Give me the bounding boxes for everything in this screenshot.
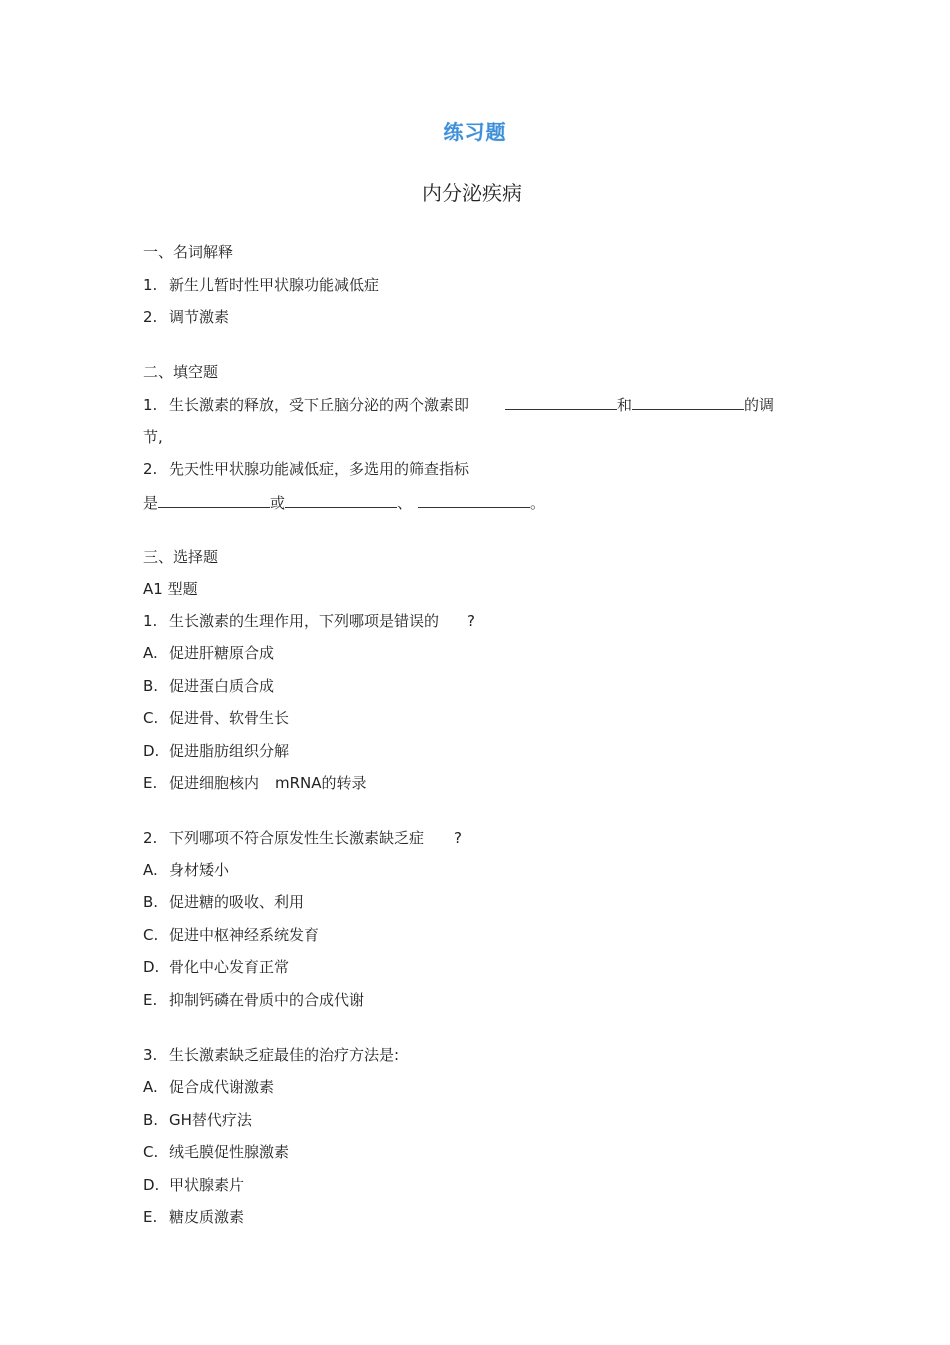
choice-option[interactable] [143, 676, 274, 696]
choice-option[interactable] [143, 1207, 244, 1227]
item-number: 1. [143, 612, 158, 630]
connector-text: 和 [617, 396, 633, 414]
option-letter: A. [143, 644, 158, 662]
option-text: 骨化中心发育正常 [169, 958, 290, 976]
option-text: 甲状腺素片 [169, 1176, 245, 1194]
question-text: 生长激素缺乏症最佳的治疗方法是: [169, 1046, 400, 1064]
question-text: 下列哪项不符合原发性生长激素缺乏症 [169, 829, 425, 847]
option-letter: C. [143, 709, 159, 727]
answer-blank[interactable] [632, 394, 744, 410]
option-text: 促进细胞核内 [169, 774, 260, 792]
option-text: 促进中枢神经系统发育 [169, 926, 320, 944]
item-text: 调节激素 [169, 308, 230, 326]
item-number: 1. [143, 276, 158, 294]
option-letter: D. [143, 958, 160, 976]
option-text: 促进糖的吸收、利用 [169, 893, 305, 911]
item-number: 2. [143, 829, 158, 847]
option-letter: A. [143, 861, 158, 879]
option-letter: B. [143, 1111, 159, 1129]
option-text: 促进蛋白质合成 [169, 677, 275, 695]
item-number: 2. [143, 460, 158, 478]
end-punct: 。 [530, 494, 546, 512]
option-text: 糖皮质激素 [169, 1208, 245, 1226]
section-heading-terms: 一、名词解释 [143, 243, 234, 261]
item-number: 1. [143, 396, 158, 414]
choice-option[interactable] [143, 1110, 252, 1130]
option-text: mRNA [275, 774, 322, 792]
question-mark: ? [454, 829, 462, 847]
choice-question-stem [143, 828, 462, 848]
option-letter: D. [143, 1176, 160, 1194]
choice-option[interactable] [143, 643, 274, 663]
option-text: 绒毛膜促性腺激素 [169, 1143, 290, 1161]
item-number: 2. [143, 308, 158, 326]
option-letter: C. [143, 926, 159, 944]
page-title: 练习题 [443, 120, 507, 144]
option-text: GH替代疗法 [169, 1111, 252, 1129]
question-text: 的调 [744, 396, 775, 414]
option-text: 身材矮小 [169, 861, 230, 879]
question-mark: ? [467, 612, 475, 630]
question-text: 是 [143, 494, 159, 512]
item-text: 新生儿暂时性甲状腺功能减低症 [169, 276, 380, 294]
option-text: 抑制钙磷在骨质中的合成代谢 [169, 991, 365, 1009]
choice-option[interactable] [143, 1142, 289, 1162]
option-text: 促合成代谢激素 [169, 1078, 275, 1096]
fill-question-1-cont: 节, [143, 428, 163, 446]
separator-text: 、 [397, 494, 413, 512]
choice-option[interactable] [143, 860, 229, 880]
option-text: 促进脂肪组织分解 [169, 742, 290, 760]
option-letter: B. [143, 677, 159, 695]
answer-blank[interactable] [418, 492, 530, 508]
term-item [143, 275, 379, 295]
option-letter: E. [143, 1208, 158, 1226]
connector-text: 或 [270, 494, 286, 512]
option-letter: E. [143, 774, 158, 792]
choice-question-stem [143, 611, 475, 631]
answer-blank[interactable] [505, 394, 617, 410]
item-number: 3. [143, 1046, 158, 1064]
question-type-label: A1 型题 [143, 580, 198, 598]
document-subtitle: 内分泌疾病 [422, 181, 522, 205]
question-text: 先天性甲状腺功能减低症，多选用的筛查指标 [169, 460, 470, 478]
option-letter: D. [143, 742, 160, 760]
option-text: 促进肝糖原合成 [169, 644, 275, 662]
fill-question-2-cont [143, 492, 545, 513]
choice-option[interactable] [143, 1077, 274, 1097]
choice-question-stem [143, 1045, 399, 1065]
choice-option[interactable] [143, 892, 304, 912]
choice-option[interactable] [143, 925, 319, 945]
fill-question-2 [143, 459, 469, 479]
choice-option[interactable] [143, 990, 364, 1010]
question-text: 生长激素的释放，受下丘脑分泌的两个激素即 [169, 396, 470, 414]
option-letter: E. [143, 991, 158, 1009]
section-heading-choice: 三、选择题 [143, 548, 219, 566]
option-letter: B. [143, 893, 159, 911]
answer-blank[interactable] [158, 492, 270, 508]
choice-option[interactable] [143, 741, 289, 761]
answer-blank[interactable] [285, 492, 397, 508]
question-text: 生长激素的生理作用，下列哪项是错误的 [169, 612, 440, 630]
choice-option[interactable] [143, 1175, 244, 1195]
choice-option[interactable] [143, 957, 289, 977]
section-heading-fill: 二、填空题 [143, 363, 219, 381]
choice-option[interactable] [143, 708, 289, 728]
term-item [143, 307, 229, 327]
option-text: 的转录 [321, 774, 367, 792]
option-letter: A. [143, 1078, 158, 1096]
choice-option[interactable] [143, 773, 367, 793]
fill-question-1 [143, 394, 774, 415]
option-letter: C. [143, 1143, 159, 1161]
option-text: 促进骨、软骨生长 [169, 709, 290, 727]
